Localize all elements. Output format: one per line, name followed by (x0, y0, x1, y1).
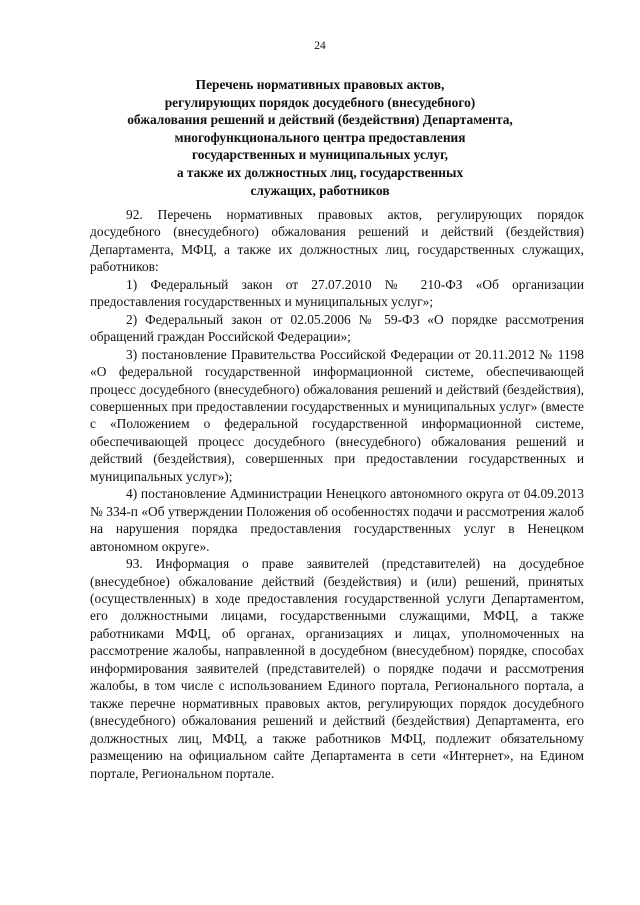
document-body (90, 206, 584, 782)
title-line: многофункционального центра предоставления (174, 129, 466, 145)
page-number: 24 (314, 40, 326, 52)
list-item-2: 2) Федеральный закон от 02.05.2006 № 59-ФЗ «О порядке рассмотрения обращений граждан Российской Федерации»; (90, 311, 584, 345)
list-item-1: 1) Федеральный закон от 27.07.2010 № 210-ФЗ «Об организации предоставления государственных и муниципальных услуг»; (90, 276, 584, 310)
paragraph-93: 93. Информация о праве заявителей (представителей) на досудебное (внесудебное) обжалование действий (бездействия) и (или) решений, принятых (осуществленных) в ходе предоставления государственной услуги Департаментом, его должностными лицами, государственными служащими, МФЦ, а также работниками МФЦ, об органах, организациях и лицах, уполномоченных на рассмотрение жалобы, направленной в досудебном (внесудебном) порядке, способах информирования заявителей (представителей) о порядке подачи и рассмотрения жалобы, в том числе с использованием Единого портала, Регионального портала, а также перечне нормативных правовых актов, регулирующих порядок досудебного (внесудебного) обжалования решений и действий (бездействия) Департамента, его должностных лиц, МФЦ, а также работников МФЦ, подлежит обязательному размещению на официальном сайте Департамента в сети «Интернет», на Едином портале, Региональном портале. (90, 556, 584, 781)
title-line: Перечень нормативных правовых актов, (195, 77, 445, 92)
title-line: а также их должностных лиц, государственных (176, 164, 464, 180)
document-title (90, 76, 550, 199)
list-item-4: 4) постановление Администрации Ненецкого автономного округа от 04.09.2013 № 334-п «Об утверждении Положения об особенностях подачи и рассмотрения жалоб на нарушения порядка предоставления государственных услуг в Ненецком автономном округе». (90, 486, 584, 554)
title-line: обжалования решений и действий (бездействия) Департамента, (127, 112, 513, 128)
title-line: регулирующих порядок досудебного (внесудебного) (164, 94, 476, 110)
title-line: служащих, работников (250, 182, 390, 198)
title-line: государственных и муниципальных услуг, (191, 147, 449, 163)
paragraph-92: 92. Перечень нормативных правовых актов, регулирующих порядок досудебного (внесудебного) обжалования решений и действий (бездействия) Департамента, МФЦ, а также их должностных лиц, государственных служащих, работников: (90, 207, 584, 275)
list-item-3: 3) постановление Правительства Российской Федерации от 20.11.2012 № 1198 «О федеральной государственной информационной системе, обеспечивающей процесс досудебного (внесудебного) обжалования решений и действий (бездействия), совершенных при предоставлении государственных и муниципальных услуг» (вместе с «Положением о федеральной государственной информационной системе, обеспечивающей процесс досудебного (внесудебного) обжалования решений и действий (бездействия), совершенных при предоставлении государственных и муниципальных услуг»); (90, 346, 584, 484)
